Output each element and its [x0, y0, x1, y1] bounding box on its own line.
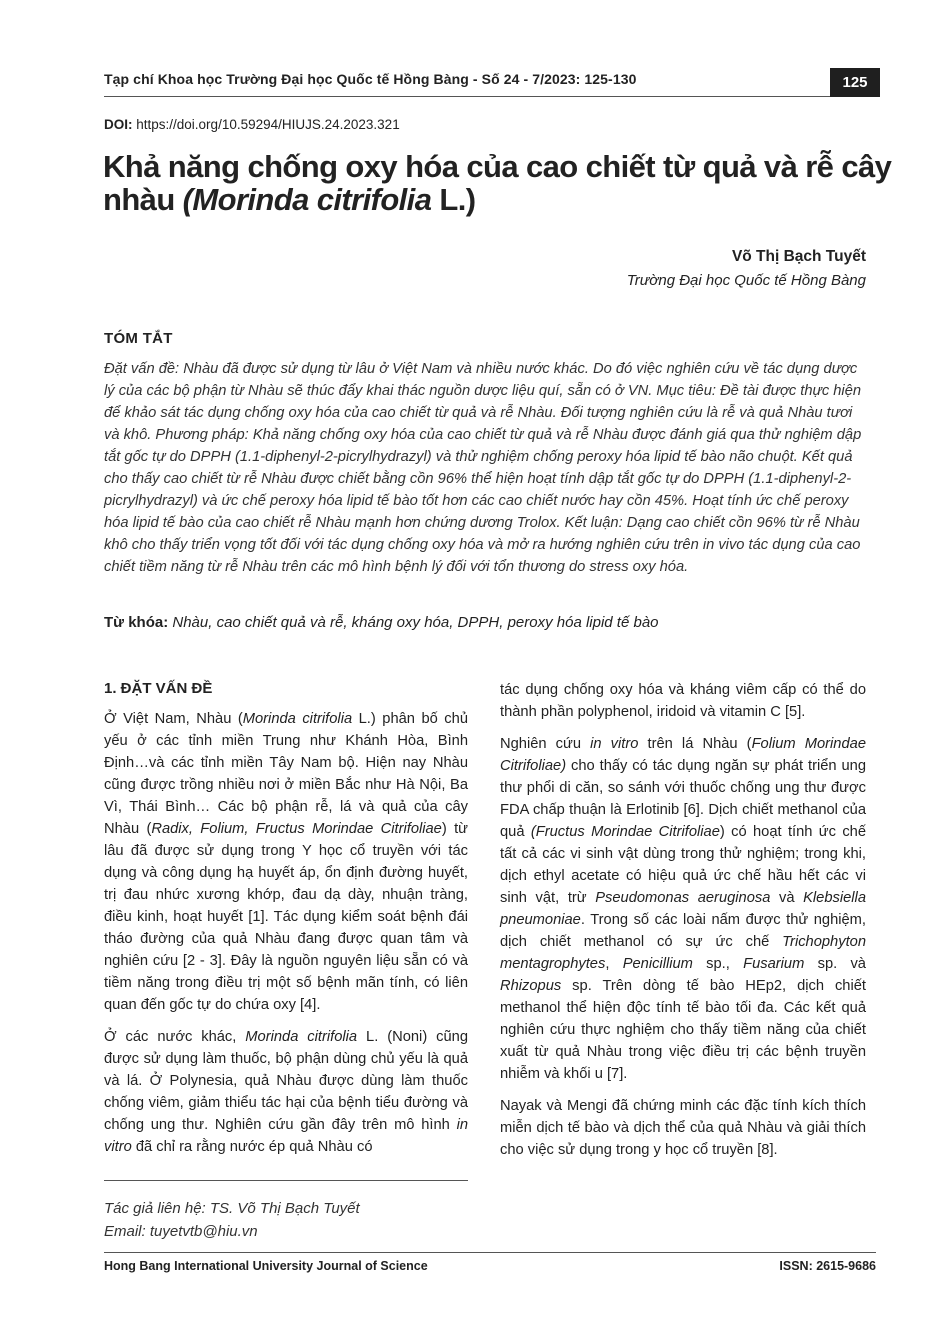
email-line [104, 1223, 258, 1240]
keywords-label: Từ khóa: [104, 614, 169, 631]
footnote-divider [104, 1180, 468, 1181]
text-italic: Penicillium [622, 956, 693, 972]
journal-footer: Hong Bang International University Journal of Science [104, 1259, 428, 1273]
text-run: ) có hoạt tính ức chế tất cả các vi sinh vật dùng trong thử nghiệm; trong khi, dịch ethyl acetate có hiệu quả ức chế hầu hết các vi sinh vật, trừ [500, 824, 867, 906]
text-run: L. (Noni) cũng được sử dụng làm thuốc, bộ phận dùng chủ yếu là quả và lá. Ở Polynesia, quả Nhàu được dùng làm thuốc chống viêm, giảm thiểu tác hại của bệnh tiểu đường và chống ung thư. Nghiên cứu gần đây trên mô hình [104, 1029, 468, 1133]
page-number: 125 [830, 68, 880, 97]
journal-header: Tạp chí Khoa học Trường Đại học Quốc tế Hồng Bàng - Số 24 - 7/2023: 125-130 [104, 71, 637, 87]
paragraph-2 [104, 1026, 468, 1158]
text-run: cho thấy có tác dụng ngăn sự phát triển ung thư phổi di căn, so sánh với thuốc chống ung thư được FDA chấp thuận là Erlotinib [6]. Dịch chiết methanol của quả [500, 758, 866, 840]
text-italic: in vitro [104, 1117, 468, 1155]
text-run: sp. và [804, 956, 866, 972]
text-run: Nghiên cứu [500, 736, 591, 752]
text-italic: Radix, Folium, Fructus Morindae Citrifoliae [151, 821, 442, 837]
text-run: , [605, 956, 623, 972]
paper-title [103, 150, 893, 216]
section-heading: 1. ĐẶT VẤN ĐỀ [104, 680, 213, 697]
text-italic: Trichophyton mentagrophytes [500, 934, 866, 972]
paragraph-5: Nayak và Mengi đã chứng minh các đặc tính kích thích miễn dịch tế bào và dịch thể của quả Nhàu và giải thích cho việc sử dụng trong y học cổ truyền [8]. [500, 1098, 866, 1158]
text-run: L.) phân bố chủ yếu ở các tỉnh miền Trung như Khánh Hòa, Bình Định…và các tỉnh miền Tây Nam bộ. Hiện nay Nhàu cũng được trồng nhiều nơi ở miền Bắc như Hà Nội, Ba Vì, Thái Bình… Các bộ phận rễ, lá và quả của cây Nhàu ( [104, 711, 468, 837]
paragraph-3: tác dụng chống oxy hóa và kháng viêm cấp có thể do thành phần polyphenol, iridoid và vitamin C [5]. [500, 682, 866, 720]
text-run: sp., [692, 956, 744, 972]
title-end: L.) [431, 182, 476, 217]
right-column [500, 679, 866, 1171]
text-run: ) từ lâu đã được sử dụng trong Y học cổ truyền với tác dụng và công dụng hạ huyết áp, ổn định đường huyết, trị đau nhức xương khớp, đau dạ dày, nhuận tràng, điều kinh, hoạt huyết [1]. Tác dụng kiểm soát bệnh đái tháo đường của quả Nhàu đang được quan tâm và nghiên cứu [2 - 3]. Đây là nguồn nguyên liệu sẵn có và tiềm năng trong điều trị một số bệnh mãn tính, có liên quan đến gốc tự do chứa oxy [4]. [104, 821, 468, 1013]
text-italic: Folium Morindae Citrifoliae) [500, 736, 866, 774]
keywords-value: Nhàu, cao chiết quả và rễ, kháng oxy hóa, DPPH, peroxy hóa lipid tế bào [172, 614, 659, 631]
issn: ISSN: 2615-9686 [779, 1259, 876, 1273]
text-italic: Rhizopus [500, 978, 562, 994]
text-italic: Klebsiella pneumoniae [500, 890, 866, 928]
text-run: . Trong số các loài nấm được thử nghiệm, dịch chiết methanol có sự ức chế [500, 912, 866, 950]
author-affiliation: Trường Đại học Quốc tế Hồng Bàng [626, 272, 866, 289]
doi-label: DOI: [104, 117, 133, 132]
abstract-heading: TÓM TẮT [104, 330, 173, 347]
text-run: đã chỉ ra rằng nước ép quả Nhàu có [131, 1139, 373, 1155]
footer-divider [104, 1252, 876, 1253]
author-name: Võ Thị Bạch Tuyết [731, 248, 866, 265]
text-run: và [770, 890, 804, 906]
text-run: sp. Trên dòng tế bào HEp2, dịch chiết methanol thể hiện độc tính tế bào tối đa. Các kết quả nghiên cứu thực nghiệm cho thấy tiềm năng của chiết xuất từ quả Nhàu trong việc điều trị các bệnh truyền nhiễm và khối u [7]. [500, 978, 866, 1082]
keywords [104, 614, 868, 631]
title-species: (Morinda citrifolia [182, 182, 432, 217]
abstract-text: Đặt vấn đề: Nhàu đã được sử dụng từ lâu ở Việt Nam và nhiều nước khác. Do đó việc nghiên cứu về tác dụng dược lý của các bộ phận từ Nhàu sẽ thúc đẩy khai thác nguồn dược liệu quí, sẵn có ở VN. Mục tiêu: Đề tài được thực hiện để khảo sát tác dụng chống oxy hóa của cao chiết từ quả và rễ Nhàu. Đối tượng nghiên cứu là rễ và quả Nhàu tươi và khô. Phương pháp: Khả năng chống oxy hóa của cao chiết từ quả và rễ Nhàu được đánh giá qua thử nghiệm dập tắt gốc tự do DPPH (1.1-diphenyl-2-picrylhydrazyl) và thử nghiệm chống peroxy hóa lipid tế bào não chuột. Kết quả cho thấy cao chiết từ rễ Nhàu được chiết bằng cồn 96% thể hiện hoạt tính dập tắt gốc tự do DPPH (1.1-diphenyl-2-picrylhydrazyl) và ức chế peroxy hóa lipid tế bào tốt hơn các cao chiết nước hay cồn 45%. Hoạt tính ức chế peroxy hóa lipid tế bào của cao chiết rễ Nhàu mạnh hơn chứng dương Trolox. Kết luận: Dạng cao chiết cồn 96% từ rễ Nhàu khô cho thấy triển vọng tốt đối với tác dụng chống oxy hóa và mở ra hướng nghiên cứu trên in vivo tác dụng của cao chiết tiềm năng từ rễ Nhàu trên các mô hình bệnh lý đối với tổn thương do stress oxy hóa. [104, 361, 862, 575]
email-link[interactable]: tuyetvtb@hiu.vn [149, 1223, 258, 1240]
paragraph-1 [104, 708, 468, 1016]
left-column [104, 708, 468, 1168]
paragraph-4 [500, 733, 866, 1085]
doi-link[interactable]: https://doi.org/10.59294/HIUJS.24.2023.321 [136, 117, 400, 132]
corresponding-author: Tác giả liên hệ: TS. Võ Thị Bạch Tuyết [104, 1200, 360, 1217]
text-italic: Morinda citrifolia [245, 1029, 358, 1045]
text-italic: in vitro [590, 736, 639, 752]
text-italic: (Fructus Morindae Citrifoliae [530, 824, 720, 840]
email-label: Email: [104, 1223, 150, 1240]
title-main: Khả năng chống oxy hóa của cao chiết từ quả và rễ cây nhàu [103, 149, 892, 217]
text-italic: Pseudomonas aeruginosa [595, 890, 771, 906]
text-italic: Fusarium [743, 956, 805, 972]
header-divider [104, 96, 830, 97]
text-italic: Morinda citrifolia [242, 711, 353, 727]
text-run: Ở Việt Nam, Nhàu ( [104, 711, 243, 727]
doi-line [104, 117, 400, 132]
text-run: trên lá Nhàu ( [638, 736, 752, 752]
text-run: Ở các nước khác, [104, 1029, 246, 1045]
